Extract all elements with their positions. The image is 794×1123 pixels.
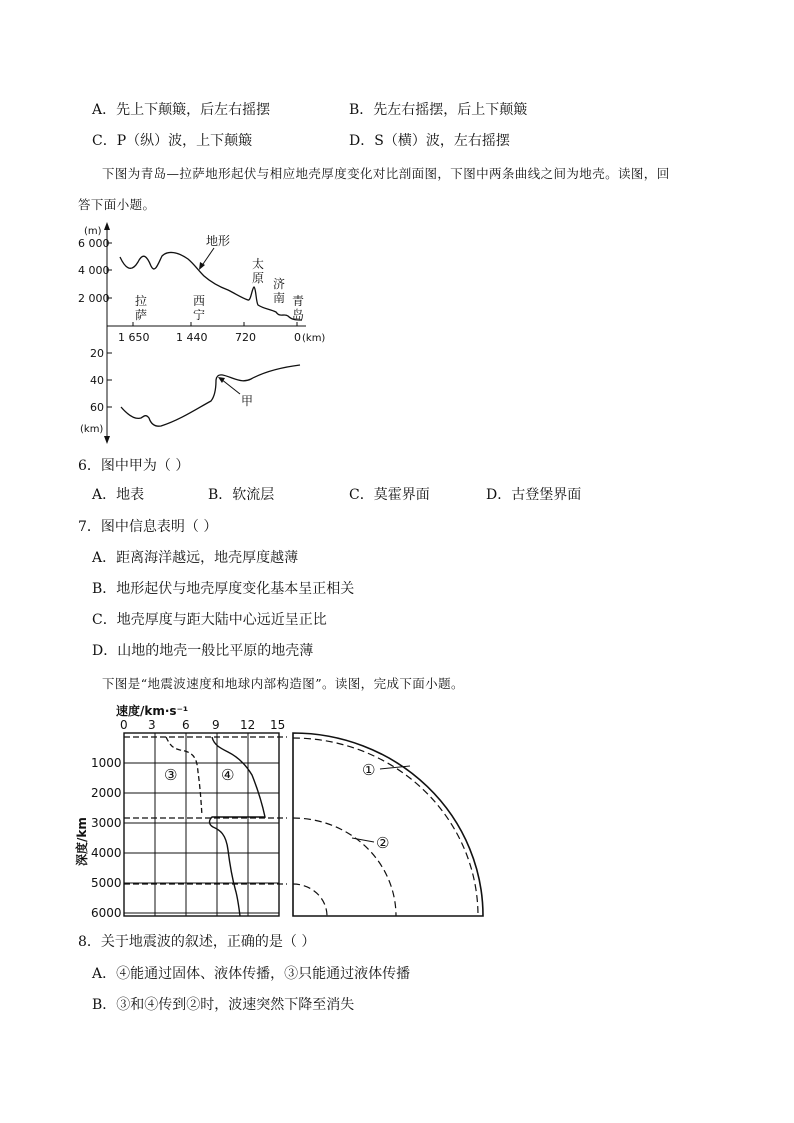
y-tick-60: 60	[90, 401, 104, 414]
q5-option-c: C．P（纵）波，上下颠簸	[92, 133, 253, 149]
q7-option-b: B．地形起伏与地壳厚度变化基本呈正相关	[92, 581, 355, 597]
speed-tick-6: 6	[182, 718, 190, 732]
q6-option-a: A．地表	[92, 487, 145, 503]
moho-label: 甲	[241, 394, 254, 408]
depth-tick-3000: 3000	[91, 816, 122, 830]
q5-option-b: B．先左右摇摆，后上下颠簸	[349, 102, 528, 118]
x-tick-1440: 1 440	[176, 331, 208, 344]
q8-option-b: B．③和④传到②时，波速突然下降至消失	[92, 997, 355, 1013]
city-lhasa-char2: 萨	[135, 308, 148, 322]
q8-stem: 8．关于地震波的叙述，正确的是（ ）	[78, 934, 316, 950]
q6-option-b: B．软流层	[208, 487, 275, 503]
y-tick-2000: 2 000	[78, 292, 110, 305]
y-unit-bottom: (km)	[80, 424, 104, 435]
velocity-grid-frame	[124, 733, 279, 916]
layer2-pointer	[352, 838, 374, 842]
depth-tick-5000: 5000	[91, 876, 122, 890]
city-jinan-char2: 南	[273, 291, 286, 305]
y-tick-4000: 4 000	[78, 264, 110, 277]
y-tick-20: 20	[90, 347, 104, 360]
speed-tick-15: 15	[270, 718, 286, 732]
city-lhasa-char1: 拉	[135, 294, 148, 308]
q6-option-c: C．莫霍界面	[349, 487, 430, 503]
depth-tick-6000: 6000	[91, 906, 122, 920]
layer1-label: ①	[362, 761, 376, 779]
intro-figure1-line1: 下图为青岛—拉萨地形起伏与相应地壳厚度变化对比剖面图，下图中两条曲线之间为地壳。读图，回	[102, 166, 670, 181]
x-tick-720: 720	[235, 331, 256, 344]
y-unit-top: (m)	[84, 226, 102, 237]
q6-stem: 6．图中甲为（ ）	[78, 458, 190, 474]
x-tick-1650: 1 650	[118, 331, 150, 344]
x-tick-0: 0	[294, 331, 301, 344]
q6-option-d: D．古登堡界面	[486, 487, 582, 503]
city-xining-char1: 西	[193, 294, 206, 308]
city-xining-char2: 宁	[193, 308, 206, 322]
q7-option-c: C．地壳厚度与距大陆中心远近呈正比	[92, 612, 327, 628]
city-jinan-char1: 济	[273, 277, 286, 291]
p-wave-label: ④	[221, 766, 235, 784]
q8-option-a: A．④能通过固体、液体传播，③只能通过液体传播	[92, 966, 411, 982]
layer-boundary-moho	[293, 738, 478, 916]
velocity-grid-verticals	[155, 733, 248, 916]
q7-stem: 7．图中信息表明（ ）	[78, 519, 218, 535]
q7-option-a: A．距离海洋越远，地壳厚度越薄	[92, 550, 299, 566]
speed-tick-3: 3	[148, 718, 156, 732]
speed-axis-label: 速度/km·s⁻¹	[116, 704, 189, 718]
speed-tick-9: 9	[212, 718, 220, 732]
city-taiyuan-char2: 原	[252, 271, 265, 285]
depth-tick-1000: 1000	[91, 756, 122, 770]
p-wave-curve	[210, 737, 266, 916]
earth-quarter-outline	[293, 733, 483, 916]
layer-boundary-inner-core	[293, 884, 327, 916]
depth-tick-4000: 4000	[91, 846, 122, 860]
speed-tick-0: 0	[120, 718, 128, 732]
city-qingdao-char2: 岛	[292, 308, 305, 322]
depth-tick-2000: 2000	[91, 786, 122, 800]
intro-figure1-line2: 答下面小题。	[78, 197, 156, 212]
city-taiyuan-char1: 太	[252, 257, 265, 271]
terrain-label: 地形	[206, 234, 231, 248]
q7-option-d: D．山地的地壳一般比平原的地壳薄	[92, 643, 314, 659]
q5-option-a: A．先上下颠簸，后左右摇摆	[92, 102, 271, 118]
y-tick-40: 40	[90, 374, 104, 387]
discontinuity-lines-grid	[124, 737, 287, 884]
s-wave-label: ③	[164, 766, 178, 784]
layer2-label: ②	[376, 834, 390, 852]
intro-figure2: 下图是“地震波速度和地球内部构造图”。读图，完成下面小题。	[102, 676, 464, 691]
x-unit: (km)	[302, 333, 326, 344]
speed-tick-12: 12	[240, 718, 256, 732]
city-qingdao-char1: 青	[292, 294, 305, 308]
y-tick-6000: 6 000	[78, 237, 110, 250]
depth-axis-label: 深度/km	[75, 817, 89, 866]
layer-boundary-gutenberg	[293, 818, 396, 916]
q5-option-d: D．S（横）波，左右摇摆	[349, 133, 510, 149]
